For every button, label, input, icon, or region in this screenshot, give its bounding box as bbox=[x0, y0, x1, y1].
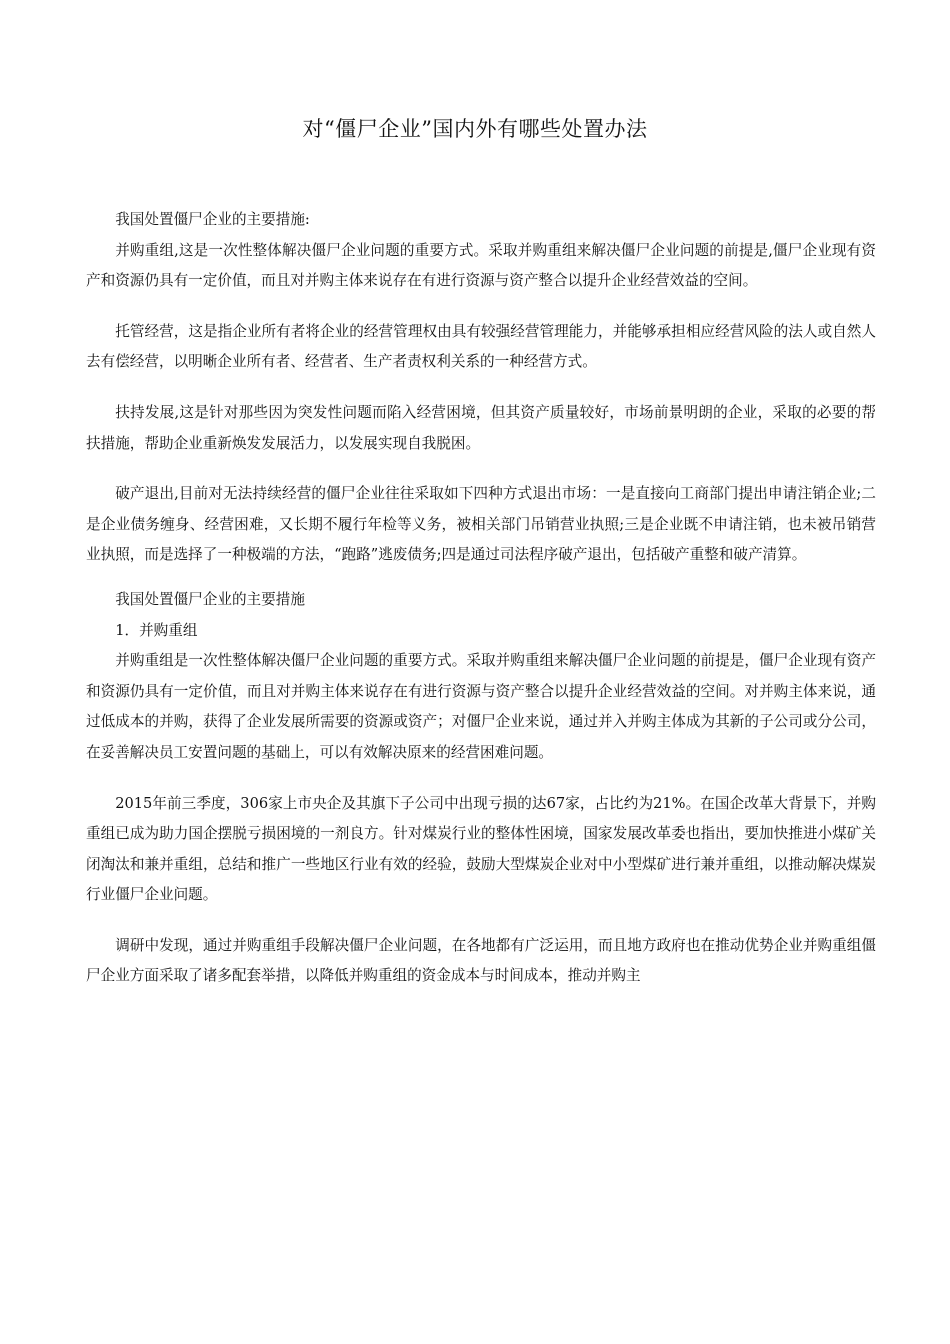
paragraph-support: 扶持发展,这是针对那些因为突发性问题而陷入经营困境，但其资产质量较好，市场前景明朗的企业，采取的必要的帮扶措施，帮助企业重新焕发发展活力，以发展实现自我脱困。 bbox=[86, 403, 876, 452]
document-body bbox=[86, 205, 876, 992]
paragraph-statistics: 2015年前三季度，306家上市央企及其旗下子公司中出现亏损的达67家，占比约为21%。在国企改革大背景下，并购重组已成为助力国企摆脱亏损困境的一剂良方。针对煤炭行业的整体性困境，国家发展改革委也指出，要加快推进小煤矿关闭淘汰和兼并重组，总结和推广一些地区行业有效的经验，鼓励大型煤炭企业对中小型煤矿进行兼并重组，以推动解决煤炭行业僵尸企业问题。 bbox=[86, 794, 876, 904]
document-title: 对“僵尸企业”国内外有哪些处置办法 bbox=[302, 117, 648, 141]
paragraph-merger-detail: 并购重组是一次性整体解决僵尸企业问题的重要方式。采取并购重组来解决僵尸企业问题的前提是，僵尸企业现有资产和资源仍具有一定价值，而且对并购主体来说存在有进行资源与资产整合以提升企业经营效益的空间。对并购主体来说，通过低成本的并购，获得了企业发展所需要的资源或资产；对僵尸企业来说，通过并入并购主体成为其新的子公司或分公司，在妥善解决员工安置问题的基础上，可以有效解决原来的经营困难问题。 bbox=[86, 652, 876, 761]
paragraph-merger: 并购重组,这是一次性整体解决僵尸企业问题的重要方式。采取并购重组来解决僵尸企业问题的前提是,僵尸企业现有资产和资源仍具有一定价值，而且对并购主体来说存在有进行资源与资产整合以提升企业经营效益的空间。 bbox=[86, 241, 876, 290]
paragraph-intro: 我国处置僵尸企业的主要措施: bbox=[115, 211, 310, 228]
paragraph-bankruptcy: 破产退出,目前对无法持续经营的僵尸企业往往采取如下四种方式退出市场：一是直接向工商部门提出申请注销企业;二是企业债务缠身、经营困难，又长期不履行年检等义务，被相关部门吊销营业执照;三是企业既不申请注销，也未被吊销营业执照，而是选择了一种极端的方法，“跑路”逃废债务;四是通过司法程序破产退出，包括破产重整和破产清算。 bbox=[86, 485, 876, 564]
paragraph-trusteeship: 托管经营，这是指企业所有者将企业的经营管理权由具有较强经营管理能力，并能够承担相应经营风险的法人或自然人去有偿经营，以明晰企业所有者、经营者、生产者责权利关系的一种经营方式。 bbox=[86, 322, 876, 371]
paragraph-research: 调研中发现，通过并购重组手段解决僵尸企业问题，在各地都有广泛运用，而且地方政府也在推动优势企业并购重组僵尸企业方面采取了诸多配套举措，以降低并购重组的资金成本与时间成本，推动并购主 bbox=[86, 936, 876, 985]
subsection-heading: 1．并购重组 bbox=[115, 621, 198, 639]
section-heading: 我国处置僵尸企业的主要措施 bbox=[115, 590, 305, 608]
